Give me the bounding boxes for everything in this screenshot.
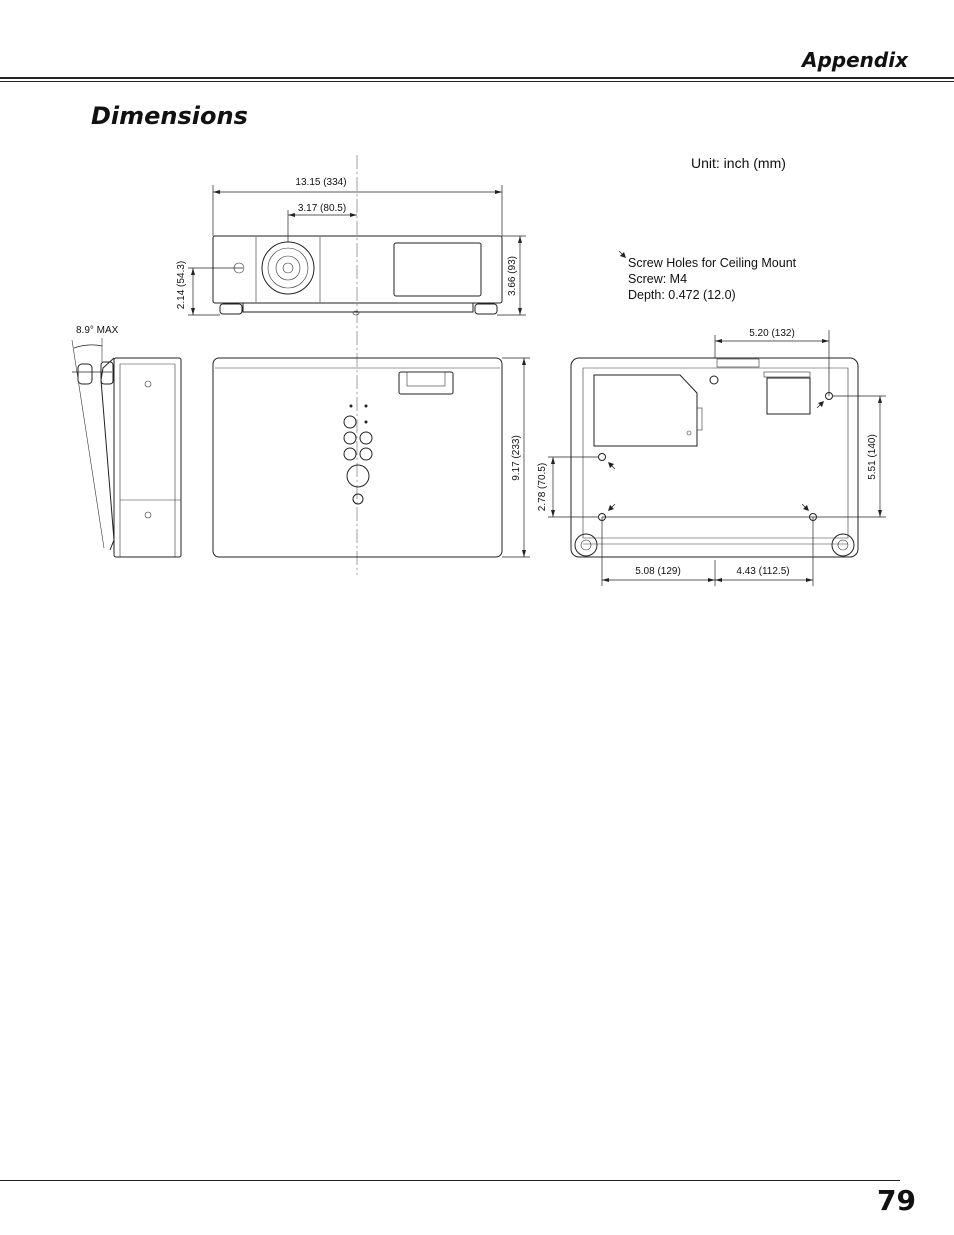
screw-note-size: Screw: M4 [628, 272, 688, 286]
dim-depth: 9.17 (233) [511, 435, 522, 481]
unit-note: Unit: inch (mm) [691, 155, 786, 171]
dim-hole-spacing-left: 5.08 (129) [635, 566, 681, 577]
screw-note-title: Screw Holes for Ceiling Mount [628, 256, 797, 270]
page-title: Dimensions [91, 102, 248, 130]
dim-width-overall: 13.15 (334) [295, 177, 347, 188]
bottom-view [537, 251, 886, 586]
page-number: 79 [877, 1184, 916, 1217]
dim-hole-spacing-right: 4.43 (112.5) [736, 566, 790, 577]
footer-rule [0, 1180, 900, 1181]
dim-hole-height: 2.78 (70.5) [537, 462, 548, 512]
dim-lens-offset: 3.17 (80.5) [297, 203, 347, 214]
dim-hole-spacing-vertical: 5.51 (140) [867, 434, 878, 480]
dim-height-total: 3.66 (93) [507, 255, 518, 297]
top-view [213, 358, 530, 557]
screw-note-depth: Depth: 0.472 (12.0) [628, 288, 736, 302]
side-view [72, 325, 181, 557]
dim-offset-top: 5.20 (132) [749, 328, 795, 339]
dim-tilt-angle: 8.9° MAX [76, 325, 119, 336]
dim-lens-height: 2.14 (54.3) [176, 260, 187, 310]
section-label: Appendix [802, 48, 908, 72]
front-view [176, 177, 526, 315]
